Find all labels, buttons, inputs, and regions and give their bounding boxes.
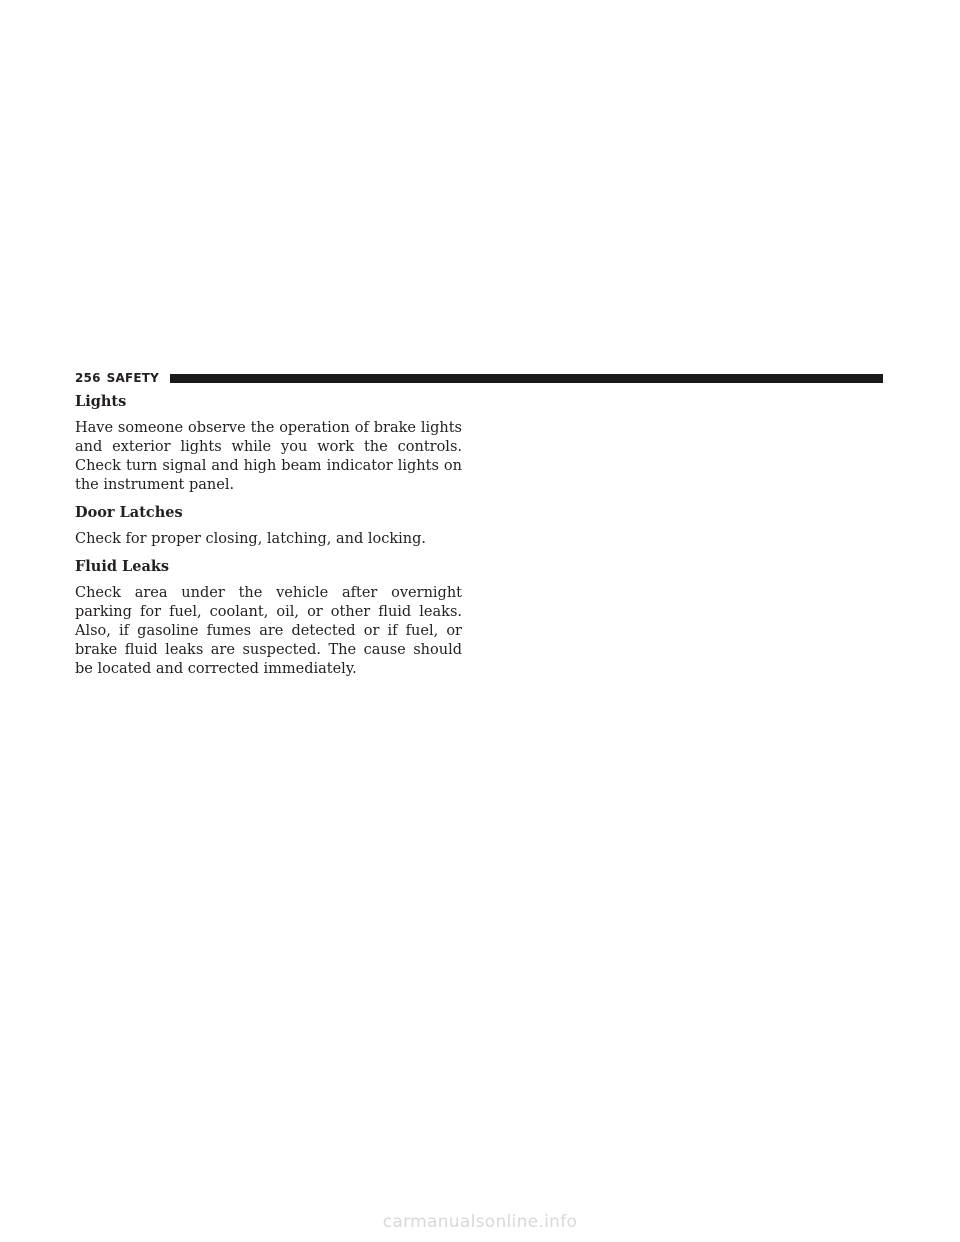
section-body-fluid-leaks: Check area under the vehicle after overnight parking for fuel, coolant, oil, or other fluid leaks. Also, if gasoline fumes are detected or if fuel, or brake fluid leaks are suspected. The cause should be located and corrected immediately. [75, 585, 462, 677]
watermark: carmanualsonline.info [382, 1212, 578, 1232]
section-title: SAFETY [106, 371, 160, 385]
header-rule-bar [170, 374, 883, 383]
section-heading-door-latches: Door Latches [75, 504, 183, 521]
section-body-lights: Have someone observe the operation of brake lights and exterior lights while you work the controls. Check turn signal and high beam indicator lights on the instrument panel. [75, 420, 462, 493]
section-heading-lights: Lights [75, 393, 127, 410]
page-number: 256 [75, 371, 101, 385]
header-label [75, 371, 159, 385]
section-body-door-latches: Check for proper closing, latching, and locking. [75, 531, 426, 547]
running-header [75, 371, 883, 385]
section-heading-fluid-leaks: Fluid Leaks [75, 558, 170, 575]
page-content [75, 392, 462, 687]
